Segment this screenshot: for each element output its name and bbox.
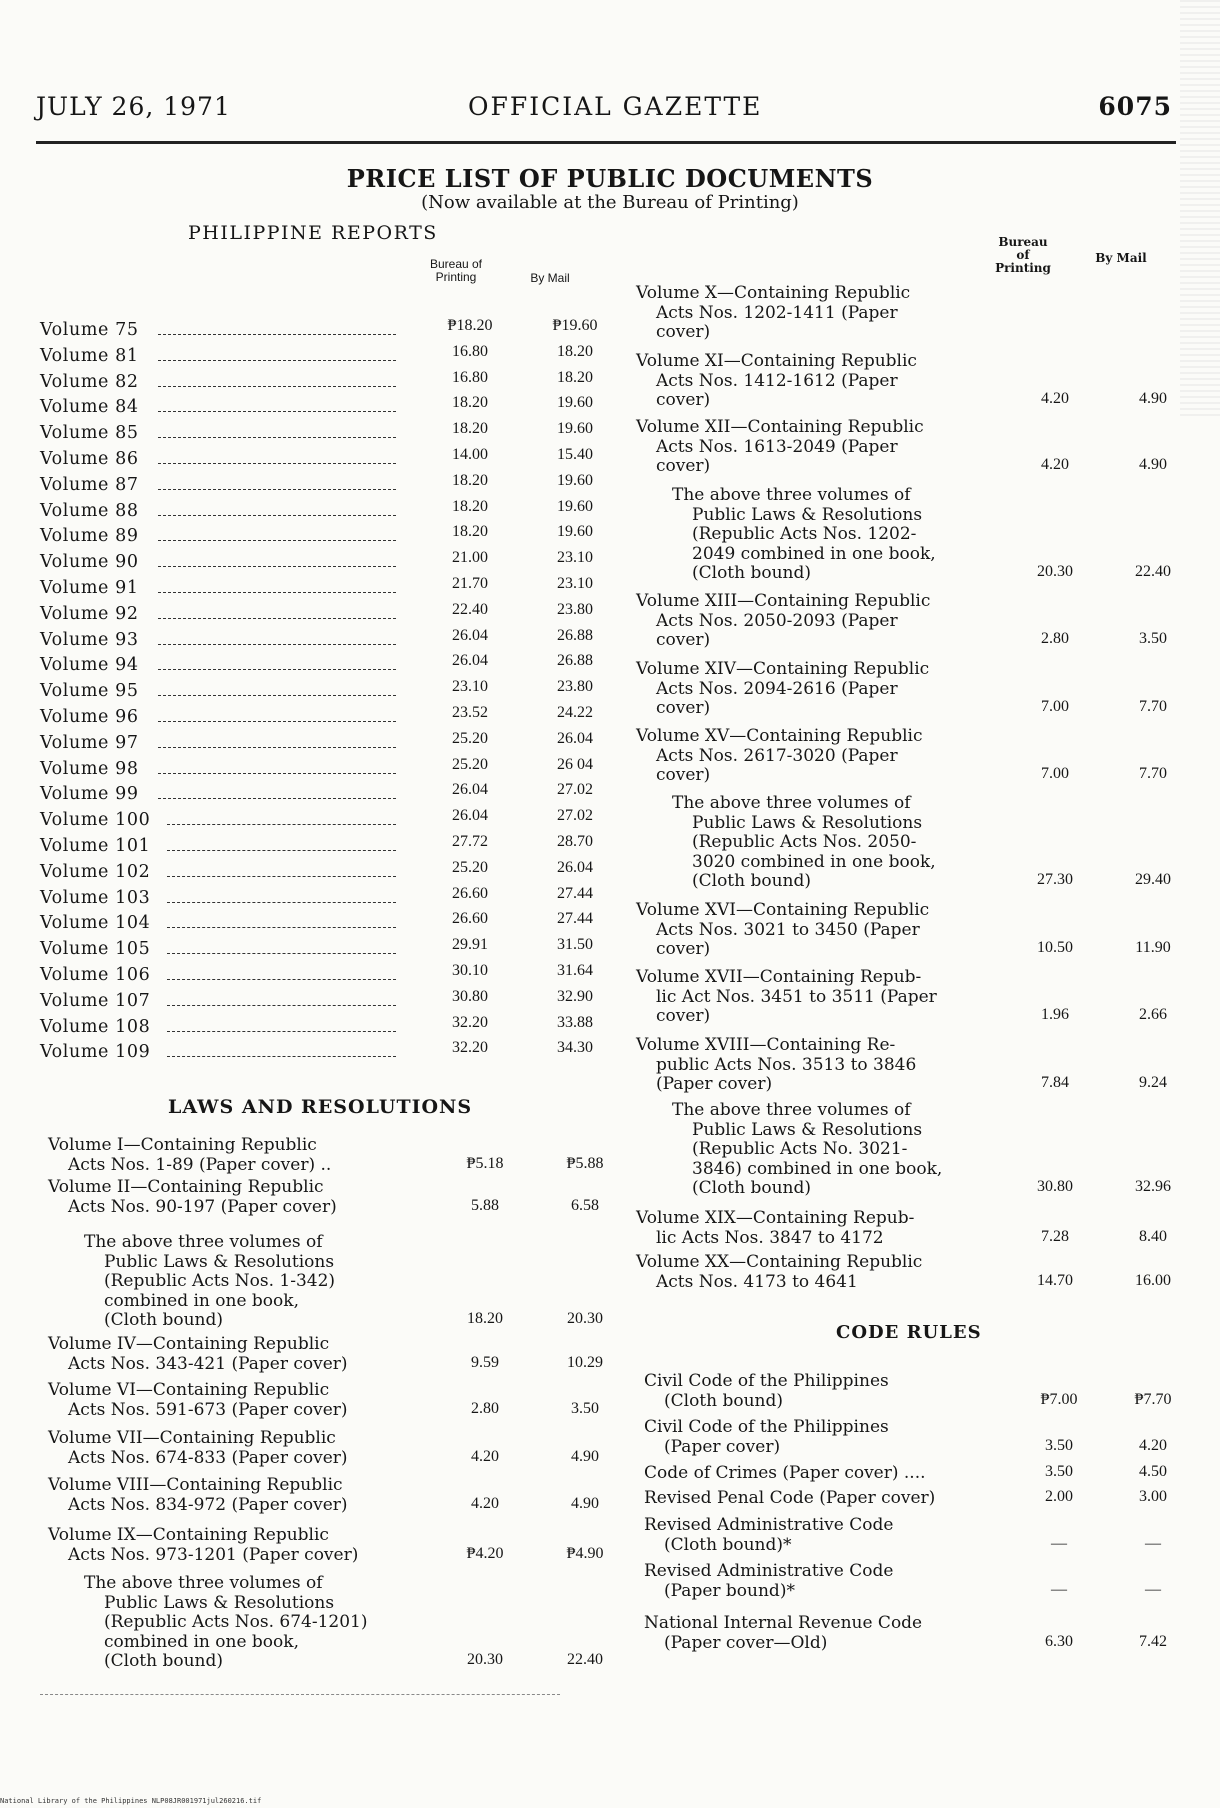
price-bureau: 16.80 <box>452 343 488 360</box>
price-mail: 26.88 <box>557 652 593 669</box>
entry-line: (Cloth bound) <box>104 1651 224 1671</box>
price-mail: 27.02 <box>557 807 593 824</box>
price-mail: 10.29 <box>567 1353 603 1371</box>
entry-line: Volume X—Containing Republic <box>636 283 911 303</box>
price-mail: 16.00 <box>1135 1271 1171 1289</box>
entry-line: (Paper cover) <box>656 1074 773 1094</box>
price-mail: 33.88 <box>557 1014 593 1031</box>
entry-line: combined in one book, <box>104 1631 299 1652</box>
price-bureau: 10.50 <box>1037 939 1073 956</box>
price-mail: 32.90 <box>557 988 593 1005</box>
price-bureau: 2.80 <box>1041 630 1069 647</box>
entry-line: (Cloth bound) <box>692 871 812 891</box>
entry-line: National Internal Revenue Code <box>644 1613 923 1633</box>
dot-leader <box>167 824 396 825</box>
volume-label: Volume 75 <box>40 320 139 340</box>
dot-leader <box>158 773 396 774</box>
price-mail: 26.04 <box>557 730 593 747</box>
price-mail: 27.44 <box>557 910 593 927</box>
dot-leader <box>158 695 396 696</box>
entry-line: (Republic Acts No. 3021- <box>692 1139 908 1159</box>
entry-line: (Cloth bound) <box>692 1178 812 1198</box>
entry-line: Volume I—Containing Republic <box>48 1135 317 1155</box>
volume-label: Volume 91 <box>40 578 139 598</box>
entry-line: Acts Nos. 591-673 (Paper cover) <box>68 1399 348 1420</box>
dot-leader <box>158 747 396 748</box>
volume-label: Volume 95 <box>40 681 139 701</box>
entry-line: Public Laws & Resolutions <box>692 504 923 525</box>
entry-line: The above three volumes of <box>672 485 911 505</box>
price-mail: 7.70 <box>1139 765 1167 782</box>
entry-line: (Cloth bound) <box>692 563 812 583</box>
volume-label: Volume 100 <box>40 810 151 830</box>
price-bureau: 7.00 <box>1041 765 1069 782</box>
entry-line: Civil Code of the Philippines <box>644 1371 889 1391</box>
price-mail: 7.70 <box>1139 698 1167 715</box>
entry-line: Volume XX—Containing Republic <box>636 1252 923 1272</box>
dot-leader <box>158 566 396 567</box>
price-mail: 19.60 <box>557 420 593 437</box>
entry-line: Revised Administrative Code <box>644 1515 894 1535</box>
entry-line: Volume IV—Containing Republic <box>48 1334 330 1354</box>
price-bureau: 2.00 <box>1045 1488 1073 1505</box>
entry-line: Volume IX—Containing Republic <box>48 1525 329 1545</box>
volume-label: Volume 99 <box>40 784 139 804</box>
entry-line: combined in one book, <box>104 1290 299 1311</box>
dot-leader <box>158 334 396 335</box>
dot-leader <box>167 1031 396 1032</box>
entry-line: Acts Nos. 4173 to 4641 <box>656 1271 858 1292</box>
price-bureau: 30.80 <box>1037 1178 1073 1195</box>
entry-line: Public Laws & Resolutions <box>692 812 923 833</box>
entry-line: Public Laws & Resolutions <box>104 1592 335 1613</box>
dot-leader <box>158 437 396 438</box>
entry-line: (Paper cover) <box>664 1436 781 1457</box>
entry-line: Acts Nos. 90-197 (Paper cover) <box>68 1196 337 1217</box>
entry-line: Public Laws & Resolutions <box>104 1251 335 1272</box>
entry-line: Acts Nos. 834-972 (Paper cover) <box>68 1494 348 1515</box>
volume-label: Volume 108 <box>40 1017 151 1037</box>
dot-leader <box>167 876 396 877</box>
dot-leader <box>158 592 396 593</box>
price-bureau: 22.40 <box>452 601 488 618</box>
dot-leader <box>167 1056 396 1057</box>
dot-leader <box>167 979 396 980</box>
price-bureau: 25.20 <box>452 730 488 747</box>
entry-line: Volume XVIII—Containing Re- <box>636 1035 896 1055</box>
entry-line: (Republic Acts Nos. 674-1201) <box>104 1612 368 1632</box>
entry-line: cover) <box>656 456 711 476</box>
entry-line: Acts Nos. 2050-2093 (Paper <box>656 610 898 631</box>
price-mail: 6.58 <box>571 1196 599 1214</box>
entry-line: Acts Nos. 1202-1411 (Paper <box>656 302 898 323</box>
entry-line: Volume XII—Containing Republic <box>636 417 924 437</box>
page-title: PRICE LIST OF PUBLIC DOCUMENTS <box>346 164 874 193</box>
header-title: OFFICIAL GAZETTE <box>468 92 763 121</box>
price-mail: 26 04 <box>557 756 593 773</box>
entry-line: lic Act Nos. 3451 to 3511 (Paper <box>656 986 937 1007</box>
volume-label: Volume 101 <box>40 836 151 856</box>
price-mail: 27.44 <box>557 885 593 902</box>
dot-leader <box>167 902 396 903</box>
price-bureau: 27.72 <box>452 833 488 850</box>
dot-leader <box>167 1005 396 1006</box>
entry-line: (Cloth bound) <box>104 1310 224 1330</box>
price-mail: — <box>1145 1580 1161 1598</box>
entry-line: 3846) combined in one book, <box>692 1158 943 1179</box>
col-header-mail: By Mail <box>530 271 570 285</box>
entry-line: (Republic Acts Nos. 1-342) <box>104 1271 336 1291</box>
entry-line: The above three volumes of <box>672 1100 911 1120</box>
entry-line: Volume II—Containing Republic <box>48 1177 324 1197</box>
price-mail: 23.80 <box>557 601 593 618</box>
price-mail: ₱4.90 <box>566 1544 604 1562</box>
volume-label: Volume 106 <box>40 965 151 985</box>
entry-line: Acts Nos. 2094-2616 (Paper <box>656 678 898 699</box>
price-bureau: 5.88 <box>471 1196 499 1214</box>
entry-line: Civil Code of the Philippines <box>644 1417 889 1437</box>
entry-line: Acts Nos. 1-89 (Paper cover) .. <box>68 1154 332 1175</box>
price-mail: 9.24 <box>1139 1074 1167 1091</box>
price-bureau: 4.20 <box>471 1447 499 1465</box>
volume-label: Volume 109 <box>40 1042 151 1062</box>
dot-leader <box>158 386 396 387</box>
code-rules-heading: CODE RULES <box>836 1322 982 1343</box>
price-mail: 19.60 <box>557 498 593 515</box>
price-bureau: 20.30 <box>1037 563 1073 580</box>
price-mail: 22.40 <box>1135 563 1171 580</box>
price-mail: 2.66 <box>1139 1006 1167 1023</box>
price-mail: 34.30 <box>557 1039 593 1056</box>
entry-line: 2049 combined in one book, <box>692 543 936 564</box>
entry-line: cover) <box>656 698 711 718</box>
price-bureau: 27.30 <box>1037 871 1073 888</box>
price-bureau: 26.04 <box>452 807 488 824</box>
price-mail: — <box>1145 1534 1161 1552</box>
volume-label: Volume 87 <box>40 475 139 495</box>
page-subtitle: (Now available at the Bureau of Printing) <box>421 192 799 213</box>
price-mail: 18.20 <box>557 343 593 360</box>
entry-line: Acts Nos. 1613-2049 (Paper <box>656 436 898 457</box>
dot-leader <box>167 953 396 954</box>
price-bureau: 25.20 <box>452 859 488 876</box>
price-mail: ₱19.60 <box>552 317 598 334</box>
price-bureau: 26.60 <box>452 885 488 902</box>
price-mail: 26.88 <box>557 627 593 644</box>
price-bureau: 25.20 <box>452 756 488 773</box>
col-header-bureau: Bureau of Printing <box>429 257 483 284</box>
price-bureau: 18.20 <box>452 420 488 437</box>
dot-leader <box>158 721 396 722</box>
entry-line: Volume VII—Containing Republic <box>48 1428 336 1448</box>
price-bureau: 21.00 <box>452 549 488 566</box>
price-bureau: 26.04 <box>452 781 488 798</box>
entry-line: Volume VI—Containing Republic <box>48 1380 330 1400</box>
price-mail: 4.90 <box>571 1447 599 1465</box>
col-header-mail-right: By Mail <box>1095 251 1147 265</box>
entry-line: The above three volumes of <box>84 1573 323 1593</box>
header-date: JULY 26, 1971 <box>36 92 231 121</box>
dot-leader <box>158 798 396 799</box>
volume-label: Volume 81 <box>40 346 139 366</box>
price-mail: 4.20 <box>1139 1436 1167 1454</box>
entry-line: Volume XIII—Containing Republic <box>636 591 931 611</box>
price-mail: 3.50 <box>571 1399 599 1417</box>
price-mail: 23.80 <box>557 678 593 695</box>
entry-line: public Acts Nos. 3513 to 3846 <box>656 1054 917 1075</box>
entry-line: The above three volumes of <box>84 1232 323 1252</box>
volume-label: Volume 97 <box>40 733 139 753</box>
price-bureau: 7.84 <box>1041 1074 1069 1091</box>
price-bureau: 32.20 <box>452 1014 488 1031</box>
entry-line: Acts Nos. 2617-3020 (Paper <box>656 745 898 766</box>
volume-label: Volume 102 <box>40 862 151 882</box>
entry-line: 3020 combined in one book, <box>692 851 936 872</box>
volume-label: Volume 86 <box>40 449 139 469</box>
volume-label: Volume 89 <box>40 526 139 546</box>
price-bureau: ₱18.20 <box>447 317 493 334</box>
entry-line: The above three volumes of <box>672 793 911 813</box>
entry-line: Volume XVI—Containing Republic <box>636 900 930 920</box>
dot-leader <box>158 669 396 670</box>
price-mail: 4.50 <box>1139 1463 1167 1480</box>
entry-line: cover) <box>656 322 711 342</box>
price-mail: 23.10 <box>557 575 593 592</box>
price-bureau: 21.70 <box>452 575 488 592</box>
volume-label: Volume 85 <box>40 423 139 443</box>
price-mail: 15.40 <box>557 446 593 463</box>
entry-line: (Cloth bound) <box>664 1390 784 1411</box>
price-mail: 23.10 <box>557 549 593 566</box>
bottom-rule <box>40 1694 560 1695</box>
price-bureau: 2.80 <box>471 1399 499 1417</box>
volume-label: Volume 88 <box>40 501 139 521</box>
price-mail: 8.40 <box>1139 1227 1167 1245</box>
price-mail: ₱7.70 <box>1134 1390 1172 1408</box>
price-bureau: 26.04 <box>452 627 488 644</box>
entry-line: (Paper cover—Old) <box>664 1632 828 1653</box>
price-bureau: 18.20 <box>452 498 488 515</box>
price-mail: 28.70 <box>557 833 593 850</box>
volume-label: Volume 84 <box>40 397 139 417</box>
price-mail: 19.60 <box>557 523 593 540</box>
dot-leader <box>158 463 396 464</box>
entry-line: Acts Nos. 1412-1612 (Paper <box>656 370 898 391</box>
dot-leader <box>158 515 396 516</box>
price-bureau: 18.20 <box>452 394 488 411</box>
entry-line: (Republic Acts Nos. 2050- <box>692 832 917 852</box>
entry-line: lic Acts Nos. 3847 to 4172 <box>656 1227 884 1248</box>
price-mail: 32.96 <box>1135 1178 1171 1195</box>
price-mail: 31.50 <box>557 936 593 953</box>
price-mail: 3.50 <box>1139 630 1167 647</box>
price-bureau: 18.20 <box>467 1310 503 1327</box>
volume-label: Volume 96 <box>40 707 139 727</box>
price-bureau: 3.50 <box>1045 1436 1073 1454</box>
price-mail: 18.20 <box>557 369 593 386</box>
entry-line: Volume XIV—Containing Republic <box>636 659 930 679</box>
price-mail: 4.90 <box>571 1494 599 1512</box>
entry-line: cover) <box>656 630 711 650</box>
dot-leader <box>158 644 396 645</box>
price-mail: ₱5.88 <box>566 1154 604 1172</box>
price-bureau: 23.52 <box>452 704 488 721</box>
price-bureau: — <box>1051 1580 1067 1598</box>
price-bureau: 3.50 <box>1045 1463 1073 1480</box>
price-mail: 20.30 <box>567 1310 603 1327</box>
entry-line: Acts Nos. 973-1201 (Paper cover) <box>68 1544 359 1565</box>
volume-label: Volume 94 <box>40 655 139 675</box>
entry-line: (Paper bound)* <box>664 1580 795 1601</box>
price-bureau: 26.04 <box>452 652 488 669</box>
price-bureau: 9.59 <box>471 1353 499 1371</box>
entry-line: Volume XI—Containing Republic <box>636 351 917 371</box>
volume-label: Volume 98 <box>40 759 139 779</box>
entry-line: cover) <box>656 939 711 959</box>
entry-line: Acts Nos. 674-833 (Paper cover) <box>68 1447 348 1468</box>
entry-line: (Cloth bound)* <box>664 1534 792 1555</box>
header-page-number: 6075 <box>1098 92 1172 121</box>
price-mail: 31.64 <box>557 962 593 979</box>
volume-label: Volume 105 <box>40 939 151 959</box>
volume-label: Volume 104 <box>40 913 151 933</box>
price-bureau: 30.80 <box>452 988 488 1005</box>
entry-line: Acts Nos. 3021 to 3450 (Paper <box>656 919 920 940</box>
price-bureau: 26.60 <box>452 910 488 927</box>
price-bureau: 7.00 <box>1041 698 1069 715</box>
laws-heading: LAWS AND RESOLUTIONS <box>168 1096 473 1118</box>
price-bureau: ₱5.18 <box>466 1154 504 1172</box>
volume-label: Volume 107 <box>40 991 151 1011</box>
scan-footer-note: National Library of the Philippines NLP08JR001971jul260216.tif <box>0 1797 262 1805</box>
dot-leader <box>167 850 396 851</box>
price-bureau: ₱4.20 <box>466 1544 504 1562</box>
price-bureau: 16.80 <box>452 369 488 386</box>
reports-heading: PHILIPPINE REPORTS <box>188 222 438 244</box>
price-mail: 19.60 <box>557 394 593 411</box>
entry-line: Public Laws & Resolutions <box>692 1119 923 1140</box>
dot-leader <box>158 489 396 490</box>
entry-line: cover) <box>656 390 711 410</box>
price-bureau: 6.30 <box>1045 1632 1073 1650</box>
price-bureau: 1.96 <box>1041 1006 1069 1023</box>
volume-label: Volume 103 <box>40 888 151 908</box>
price-mail: 4.90 <box>1139 456 1167 473</box>
entry-line: Volume XV—Containing Republic <box>636 726 923 746</box>
price-mail: 24.22 <box>557 704 593 721</box>
col-header-bureau-right: Bureau of Printing <box>995 235 1051 275</box>
volume-label: Volume 93 <box>40 630 139 650</box>
price-bureau: 32.20 <box>452 1039 488 1056</box>
price-mail: 11.90 <box>1135 939 1171 956</box>
price-mail: 22.40 <box>567 1651 603 1668</box>
entry-line: Volume VIII—Containing Republic <box>48 1475 343 1495</box>
entry-line: Revised Penal Code (Paper cover) <box>644 1488 936 1508</box>
entry-line: cover) <box>656 1006 711 1026</box>
price-mail: 26.04 <box>557 859 593 876</box>
price-mail: 19.60 <box>557 472 593 489</box>
entry-line: cover) <box>656 765 711 785</box>
price-bureau: 14.00 <box>452 446 488 463</box>
price-mail: 4.90 <box>1139 390 1167 407</box>
price-bureau: ₱7.00 <box>1040 1390 1078 1408</box>
price-bureau: 18.20 <box>452 523 488 540</box>
entry-line: Revised Administrative Code <box>644 1561 894 1581</box>
price-bureau: 7.28 <box>1041 1227 1069 1245</box>
price-mail: 3.00 <box>1139 1488 1167 1505</box>
price-mail: 29.40 <box>1135 871 1171 888</box>
dot-leader <box>158 618 396 619</box>
price-bureau: 30.10 <box>452 962 488 979</box>
price-bureau: 23.10 <box>452 678 488 695</box>
entry-line: (Republic Acts Nos. 1202- <box>692 524 917 544</box>
price-mail: 7.42 <box>1139 1632 1167 1650</box>
dot-leader <box>158 540 396 541</box>
entry-line: Volume XVII—Containing Repub- <box>636 967 922 987</box>
header-rule <box>36 141 1176 144</box>
entry-line: Code of Crimes (Paper cover) .... <box>644 1463 926 1483</box>
entry-line: Volume XIX—Containing Repub- <box>636 1208 915 1228</box>
dot-leader <box>158 360 396 361</box>
dot-leader <box>158 411 396 412</box>
price-bureau: 4.20 <box>1041 456 1069 473</box>
price-bureau: 18.20 <box>452 472 488 489</box>
price-bureau: 4.20 <box>471 1494 499 1512</box>
price-bureau: 29.91 <box>452 936 488 953</box>
price-bureau: — <box>1051 1534 1067 1552</box>
price-bureau: 20.30 <box>467 1651 503 1668</box>
dot-leader <box>167 927 396 928</box>
price-mail: 27.02 <box>557 781 593 798</box>
entry-line: Acts Nos. 343-421 (Paper cover) <box>68 1353 348 1374</box>
price-bureau: 14.70 <box>1037 1271 1073 1289</box>
volume-label: Volume 90 <box>40 552 139 572</box>
price-bureau: 4.20 <box>1041 390 1069 407</box>
volume-label: Volume 92 <box>40 604 139 624</box>
volume-label: Volume 82 <box>40 372 139 392</box>
